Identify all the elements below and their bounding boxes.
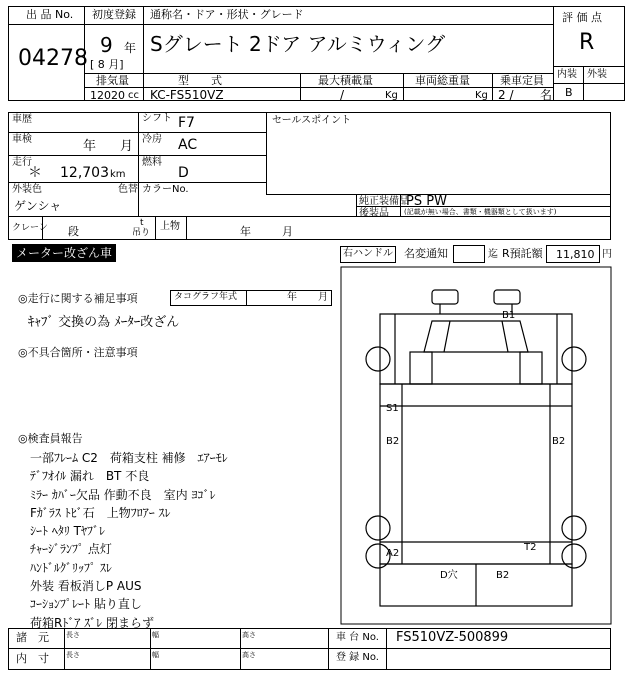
genuine-equip-value: PS PW xyxy=(406,194,447,209)
truck-diagram xyxy=(340,266,612,626)
color-code-label: カラーNo. xyxy=(142,184,189,195)
dimensions-label: 諸 元 xyxy=(16,631,49,644)
lot-no-value: 04278 xyxy=(18,46,88,71)
registration-no-label: 登 録 No. xyxy=(336,652,379,663)
grade-value: R xyxy=(579,30,595,55)
max-load-unit: Kg xyxy=(385,90,398,101)
crane-label: クレーン xyxy=(12,223,48,233)
shift-label: シフト xyxy=(142,113,172,124)
fuel-label: 燃料 xyxy=(142,157,162,168)
inspector-title: ◎検査員報告 xyxy=(18,432,83,445)
recycle-label: R預託額 xyxy=(502,247,543,260)
model-type-label: 型 式 xyxy=(178,74,222,87)
interior-grade: B xyxy=(565,86,573,99)
mileage-value: 12,703 xyxy=(60,165,109,181)
inspection-label: 車検 xyxy=(12,134,32,145)
mark-b2-bottom: B2 xyxy=(496,570,510,581)
reg-year: 9 xyxy=(100,33,113,57)
crane-ton: t xyxy=(140,218,144,228)
inspector-line: ﾃﾞﾌｵｲﾙ 漏れ BT 不良 xyxy=(30,469,150,484)
history-label: 車歴 xyxy=(12,114,32,125)
mark-d-hole: D穴 xyxy=(440,570,458,581)
width-label-2: 幅 xyxy=(152,651,159,659)
yen-label: 円 xyxy=(602,249,612,260)
name-change-label: 名変通知 xyxy=(404,247,448,260)
model-name-label: 通称名・ドア・形状・グレード xyxy=(150,8,304,21)
inspector-line: 外装 看板消しP AUS xyxy=(30,579,142,594)
deadline-label: 迄 xyxy=(488,249,498,260)
exterior-label: 外装 xyxy=(587,69,607,80)
inspector-line: 荷箱Rﾄﾞｱ ｽﾞﾚ 閉まらず xyxy=(30,615,154,630)
color-no-label: 色替 xyxy=(118,184,138,195)
mark-b2-right: B2 xyxy=(552,436,566,447)
model-type-value: KC-FS510VZ xyxy=(150,88,224,102)
tacho-month: 月 xyxy=(318,292,328,303)
upper-label: 上物 xyxy=(160,221,180,232)
inspector-line: ﾁｬｰｼﾞﾗﾝﾌﾟ 点灯 xyxy=(30,542,112,557)
ext-color-value: ゲンシャ xyxy=(14,199,62,213)
crane-dan: 段 xyxy=(68,225,79,238)
driving-remarks-title: ◎走行に関する補足事項 xyxy=(18,292,138,305)
upper-year: 年 xyxy=(240,225,251,238)
reg-month: [ 8 月] xyxy=(90,58,124,71)
cargo-inner-label: 内 寸 xyxy=(16,652,49,665)
tacho-label: タコグラフ年式 xyxy=(174,292,238,302)
sales-point-label: セールスポイント xyxy=(272,115,352,126)
aircon-label: 冷房 xyxy=(142,134,162,145)
max-load-label: 最大積載量 xyxy=(318,74,373,87)
inspector-lines xyxy=(30,449,330,632)
mark-b2-left: B2 xyxy=(386,436,400,447)
aftermarket-note: (記載が無い場合、書類・機器類として扱います) xyxy=(404,208,557,216)
displacement-unit: cc xyxy=(128,90,139,101)
fuel-value: D xyxy=(178,165,189,181)
interior-label: 内装 xyxy=(557,69,577,80)
mark-s1: S1 xyxy=(386,403,399,414)
ext-color-label: 外装色 xyxy=(12,184,42,195)
upper-month: 月 xyxy=(282,225,293,238)
aftermarket-label: 後装品 xyxy=(359,208,389,219)
aircon-value: AC xyxy=(178,137,198,153)
inspector-line: ﾐﾗｰ ｶﾊﾞｰ欠品 作動不良 室内 ﾖｺﾞﾚ xyxy=(30,487,216,502)
mark-a2: A2 xyxy=(386,548,400,559)
tacho-year: 年 xyxy=(287,292,297,303)
inspector-line: ﾊﾝﾄﾞﾙｸﾞﾘｯﾌﾟ ｽﾚ xyxy=(30,560,112,575)
capacity-value: 2 / xyxy=(498,88,514,102)
first-reg-label: 初度登録 xyxy=(92,8,136,21)
gross-weight-label: 車両総重量 xyxy=(415,74,470,87)
inspector-line: 一部ﾌﾚｰﾑ C2 荷箱支柱 補修 ｴｱｰﾓﾚ xyxy=(30,451,228,465)
genuine-equip-label: 純正装備品 xyxy=(359,196,409,207)
max-load-value: / xyxy=(340,88,345,102)
length-label-2: 長さ xyxy=(66,651,80,659)
mark-t2: T2 xyxy=(524,542,537,553)
displacement-value: 12020 xyxy=(90,89,125,102)
reg-year-unit: 年 xyxy=(124,41,137,55)
recycle-value: 11,810 xyxy=(556,248,595,261)
car-name: Sグレート 2ドア アルミウィング xyxy=(150,32,446,56)
capacity-unit: 名 xyxy=(540,88,553,102)
displacement-label: 排気量 xyxy=(96,74,129,87)
inspection-year: 年 xyxy=(83,139,97,154)
inspection-month: 月 xyxy=(120,139,134,154)
height-label: 高さ xyxy=(242,631,256,639)
inspector-line: ｼｰﾄ ﾍﾀﾘ Tﾔﾌﾞﾚ xyxy=(30,524,105,539)
crane-lift: 吊り xyxy=(132,228,151,238)
driving-note: ｷｬﾌﾞ 交換の為 ﾒｰﾀｰ改ざん xyxy=(28,315,180,330)
length-label: 長さ xyxy=(66,631,80,639)
mark-b1: B1 xyxy=(502,310,516,321)
right-hand-label: 右ハンドル xyxy=(343,248,393,259)
gross-weight-unit: Kg xyxy=(475,90,488,101)
capacity-label: 乗車定員 xyxy=(500,74,544,87)
inspector-line: ｺｰｼｮﾝﾌﾟﾚｰﾄ 貼り直し xyxy=(30,597,142,612)
shift-value: F7 xyxy=(178,115,195,131)
chassis-no-value: FS510VZ-500899 xyxy=(396,630,509,645)
mileage-prefix: ＊ xyxy=(28,165,42,181)
height-label-2: 高さ xyxy=(242,651,256,659)
mileage-unit: km xyxy=(110,169,126,180)
grade-label: 評 価 点 xyxy=(562,11,602,24)
inspector-line: Fｶﾞﾗｽ ﾄﾋﾞ石 上物ﾌﾛｱｰ ｽﾚ xyxy=(30,505,171,520)
meter-tampered-tag: メーター改ざん車 xyxy=(16,246,113,260)
lot-no-label: 出 品 No. xyxy=(26,8,74,21)
defects-title: ◎不具合箇所・注意事項 xyxy=(18,346,138,359)
mileage-label: 走行 xyxy=(12,157,32,168)
width-label: 幅 xyxy=(152,631,159,639)
chassis-no-label: 車 台 No. xyxy=(336,632,379,643)
